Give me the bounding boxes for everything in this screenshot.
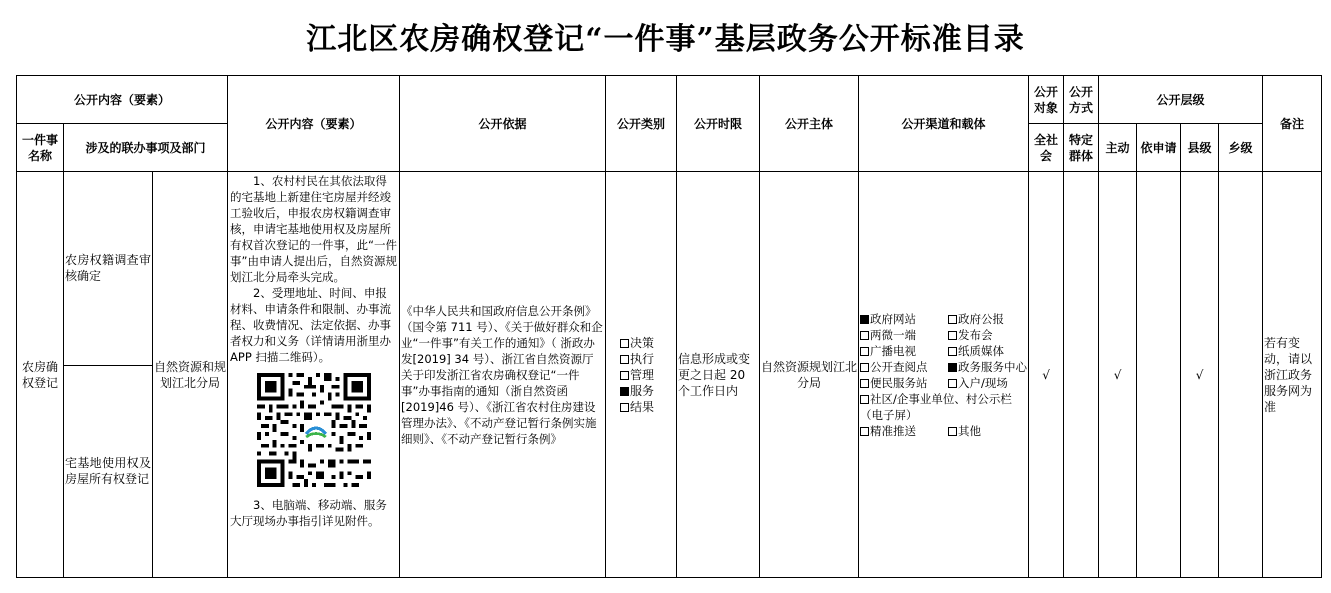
- checkbox-icon: [860, 427, 869, 436]
- checkbox-icon: [860, 395, 869, 404]
- channel-label: 政府网站: [870, 311, 917, 326]
- basis-text: 《中华人民共和国政府信息公开条例》（国令第 711 号）、《关于做好群众和企业“一件事”有关工作的通知》（ 浙政办发[2019] 34 号）、浙江省自然资源厅关于印发浙江省农房确权登记“一件事”办事指南的通知（浙自然资函[2019]46 号）、《浙江省农村住房建设管理办法》、《不动产登记暂行条例实施细则》、《不动产登记暂行条例》: [400, 172, 606, 578]
- channels-checklist: [859, 172, 1029, 578]
- channel-label: 两微一端: [870, 327, 917, 342]
- header-basis: 公开依据: [400, 76, 606, 172]
- related-item-1: 农房权籍调查审核确定: [64, 172, 153, 365]
- channel-label: 精准推送: [870, 423, 917, 438]
- checkbox-icon: [948, 331, 957, 340]
- catalog-table: [16, 75, 1322, 578]
- mark-township: [1219, 172, 1263, 578]
- content-paragraph-1: 1、农村村民在其依法取得的宅基地上新建住宅房屋并经竣工验收后，申报农房权籍调查审核，申请宅基地使用权及房屋所有权首次登记的一件事，此“一件事”由申请人提出后，自然资源规划江北分局牵头完成。: [230, 174, 397, 285]
- mark-county: √: [1181, 172, 1219, 578]
- category-item: 结果: [620, 399, 675, 415]
- time-limit: 信息形成或变更之日起 20 个工作日内: [677, 172, 760, 578]
- content-paragraph-2: 2、受理地址、时间、申报材料、申请条件和限制、办事流程、收费情况、法定依据、办事者权力和义务（详情请用浙里办 APP 扫描二维码）。: [230, 286, 392, 365]
- header-whole-society: 全社会: [1029, 124, 1064, 172]
- header-content-elements-2: 公开内容（要素）: [228, 76, 400, 172]
- category-item: 执行: [620, 351, 675, 367]
- channel-label: 社区/企事业单位、村公示栏（电子屏）: [860, 391, 1012, 422]
- checked-box-icon: [860, 315, 869, 324]
- header-level: 公开层级: [1099, 76, 1263, 124]
- header-category: 公开类别: [606, 76, 677, 172]
- checkbox-icon: [620, 355, 629, 364]
- channel-label: 政府公报: [958, 311, 1005, 326]
- checkbox-icon: [948, 347, 957, 356]
- checked-box-icon: [620, 387, 629, 396]
- checked-box-icon: [948, 363, 957, 372]
- header-on-request: 依申请: [1137, 124, 1181, 172]
- mark-whole-society: √: [1029, 172, 1064, 578]
- department: 自然资源和规划江北分局: [153, 172, 228, 578]
- header-one-thing-name: 一件事名称: [17, 124, 64, 172]
- mark-on-request: [1137, 172, 1181, 578]
- category-checklist: [606, 172, 677, 578]
- remarks-text: 若有变动，请以浙江政务服务网为准: [1263, 172, 1322, 578]
- header-township: 乡级: [1219, 124, 1263, 172]
- qr-code-icon: [257, 373, 371, 487]
- header-related-items: 涉及的联办事项及部门: [64, 124, 228, 172]
- checkbox-icon: [860, 347, 869, 356]
- category-item: 管理: [620, 367, 675, 383]
- header-method: 公开方式: [1064, 76, 1099, 124]
- checkbox-icon: [948, 379, 957, 388]
- header-time-limit: 公开时限: [677, 76, 760, 172]
- channel-label: 便民服务站: [870, 375, 928, 390]
- channel-label: 公开查阅点: [870, 359, 928, 374]
- header-object: 公开对象: [1029, 76, 1064, 124]
- category-item: 服务: [620, 383, 675, 399]
- header-subject: 公开主体: [760, 76, 859, 172]
- channel-label: 政务服务中心: [958, 359, 1028, 374]
- content-description: [228, 172, 400, 578]
- mark-proactive: √: [1099, 172, 1137, 578]
- related-item-2: 宅基地使用权及房屋所有权登记: [64, 365, 153, 577]
- one-thing-name: 农房确权登记: [17, 172, 64, 578]
- page-title: 江北区农房确权登记“一件事”基层政务公开标准目录: [306, 22, 1025, 57]
- header-county: 县级: [1181, 124, 1219, 172]
- checkbox-icon: [860, 331, 869, 340]
- mark-specific-group: [1064, 172, 1099, 578]
- header-proactive: 主动: [1099, 124, 1137, 172]
- checkbox-icon: [860, 363, 869, 372]
- header-specific-group: 特定群体: [1064, 124, 1099, 172]
- channel-label: 其他: [958, 423, 982, 438]
- checkbox-icon: [948, 315, 957, 324]
- header-channels: 公开渠道和载体: [859, 76, 1029, 172]
- checkbox-icon: [620, 403, 629, 412]
- category-item: 决策: [620, 335, 675, 351]
- checkbox-icon: [620, 371, 629, 380]
- header-content-elements: 公开内容（要素）: [17, 76, 228, 124]
- channel-label: 广播电视: [870, 343, 917, 358]
- checkbox-icon: [948, 427, 957, 436]
- header-remarks: 备注: [1263, 76, 1322, 172]
- channel-label: 纸质媒体: [958, 343, 1005, 358]
- channel-label: 发布会: [958, 327, 993, 342]
- checkbox-icon: [620, 339, 629, 348]
- publishing-subject: 自然资源规划江北分局: [760, 172, 859, 578]
- content-paragraph-3: 3、电脑端、移动端、服务大厅现场办事指引详见附件。: [230, 498, 387, 529]
- checkbox-icon: [860, 379, 869, 388]
- channel-label: 入户/现场: [958, 375, 1008, 390]
